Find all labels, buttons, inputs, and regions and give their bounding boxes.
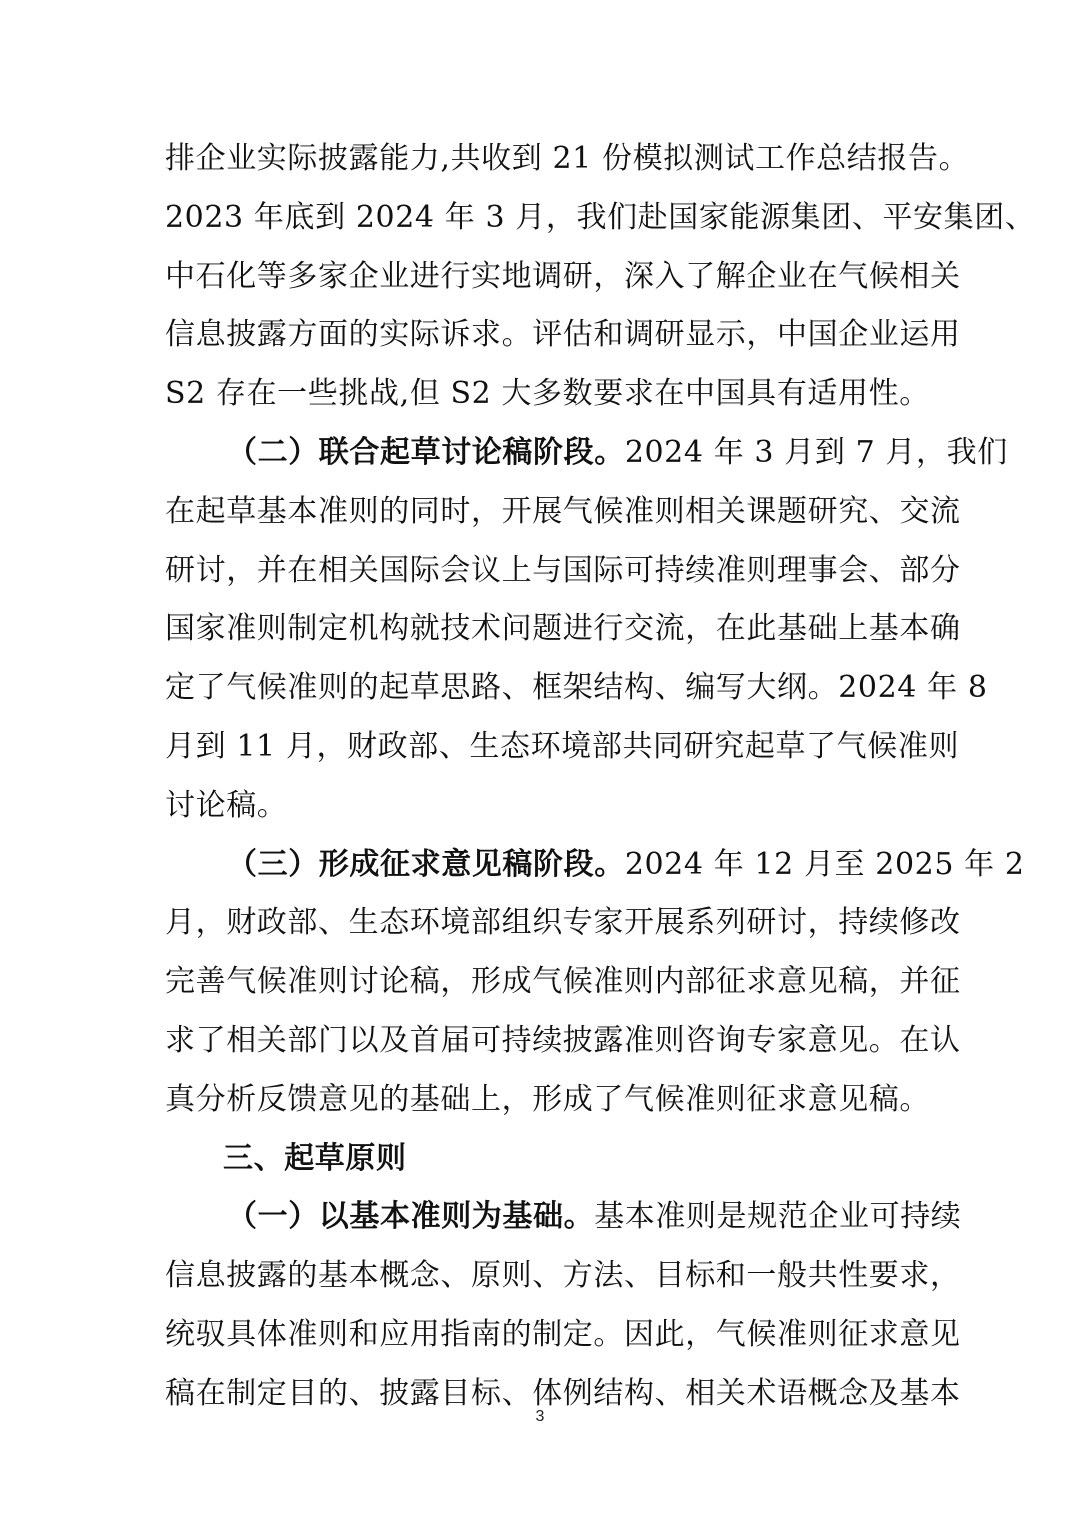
text-line: 排企业实际披露能力,共收到 21 份模拟测试工作总结报告。 [165, 141, 970, 176]
paragraph-text: 2024 年 12 月至 2025 年 2 [624, 846, 1025, 882]
paragraph-first-line [165, 1188, 962, 1247]
paragraph-first-line [165, 424, 1008, 483]
text-line: 月，财政部、生态环境部组织专家开展系列研讨，持续修改 [165, 905, 961, 941]
text-line: 中石化等多家企业进行实地调研，深入了解企业在气候相关 [165, 258, 961, 294]
text-line: 在起草基本准则的同时，开展气候准则相关课题研究、交流 [165, 493, 961, 529]
text-line: 国家准则制定机构就技术问题进行交流，在此基础上基本确 [165, 611, 961, 647]
text-line: 讨论稿。 [165, 787, 288, 823]
section-lead: （一）以基本准则为基础。 [227, 1199, 595, 1235]
text-line: 信息披露的基本概念、原则、方法、目标和一般共性要求， [165, 1258, 961, 1294]
text-line: 稿在制定目的、披露目标、体例结构、相关术语概念及基本 [165, 1375, 961, 1411]
document-body [165, 130, 1036, 1424]
paragraph-first-line [165, 836, 1025, 895]
text-line: 求了相关部门以及首届可持续披露准则咨询专家意见。在认 [165, 1022, 961, 1058]
section-lead: （三）形成征求意见稿阶段。 [227, 846, 625, 882]
paragraph-text: 2024 年 3 月到 7 月，我们 [624, 434, 1008, 470]
text-line: 完善气候准则讨论稿，形成气候准则内部征求意见稿，并征 [165, 964, 961, 1000]
text-line: S2 存在一些挑战,但 S2 大多数要求在中国具有适用性。 [165, 376, 930, 412]
text-line: 2023 年底到 2024 年 3 月，我们赴国家能源集团、平安集团、 [165, 199, 1036, 235]
paragraph-text: 基本准则是规范企业可持续 [594, 1199, 962, 1235]
text-line: 信息披露方面的实际诉求。评估和调研显示，中国企业运用 [165, 317, 961, 353]
text-line: 统驭具体准则和应用指南的制定。因此，气候准则征求意见 [165, 1316, 961, 1352]
page-number: 3 [535, 1408, 545, 1425]
section-heading: 三、起草原则 [223, 1140, 407, 1176]
text-line: 真分析反馈意见的基础上，形成了气候准则征求意见稿。 [165, 1081, 930, 1117]
text-line: 研讨，并在相关国际会议上与国际可持续准则理事会、部分 [165, 552, 961, 588]
text-line: 定了气候准则的起草思路、框架结构、编写大纲。2024 年 8 [165, 670, 988, 706]
section-lead: （二）联合起草讨论稿阶段。 [227, 434, 625, 470]
text-line: 月到 11 月，财政部、生态环境部共同研究起草了气候准则 [165, 728, 960, 764]
